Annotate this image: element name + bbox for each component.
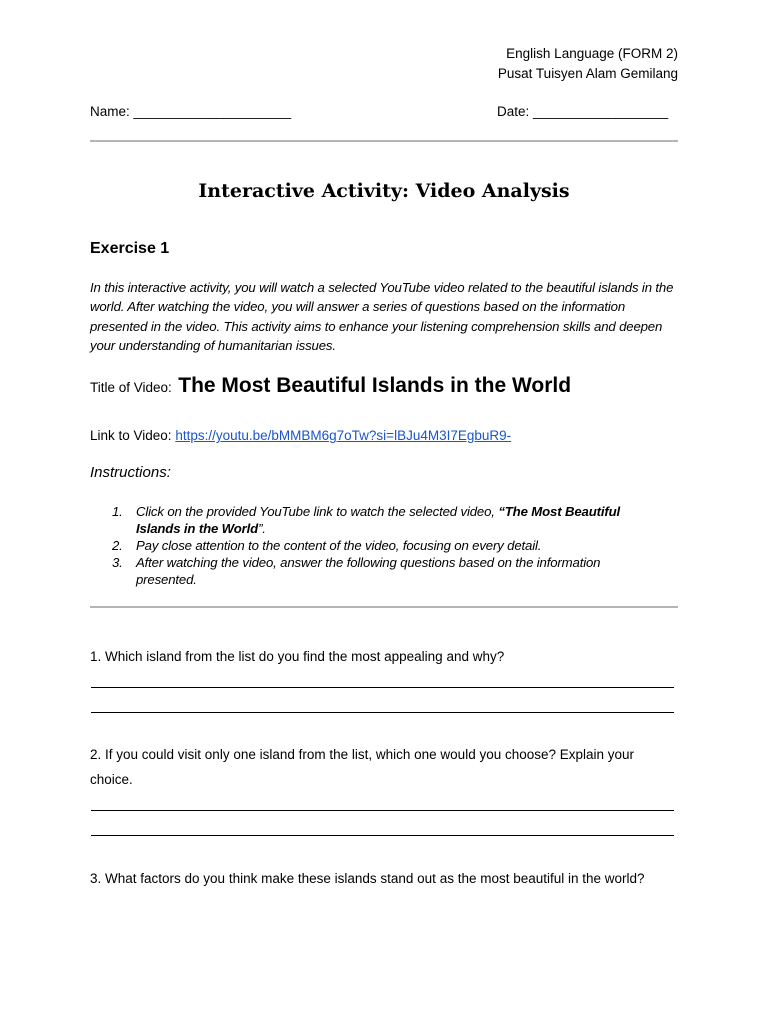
document-title: Interactive Activity: Video Analysis (198, 180, 570, 202)
instruction-item (110, 503, 650, 537)
video-title: The Most Beautiful Islands in the World (178, 374, 572, 397)
divider-top (90, 140, 678, 142)
instruction-number: 2. (112, 538, 123, 553)
question-1: 1. Which island from the list do you find the most appealing and why? (90, 649, 505, 664)
instruction-item (110, 554, 650, 588)
video-title-row (90, 374, 571, 398)
question-2: 2. If you could visit only one island from the list, which one would you choose? Explain your choice. (90, 747, 635, 787)
instruction-text: Click on the provided YouTube link to watch the selected video, (136, 504, 499, 519)
exercise-heading: Exercise 1 (90, 240, 170, 257)
instruction-text: After watching the video, answer the following questions based on the information presented. (136, 555, 601, 587)
divider-middle (90, 606, 678, 608)
answer-line[interactable] (91, 810, 674, 811)
date-field[interactable]: Date: __________________ (497, 104, 669, 119)
instruction-item (110, 537, 650, 554)
instruction-number: 1. (112, 504, 123, 519)
question-3: 3. What factors do you think make these islands stand out as the most beautiful in the world? (90, 871, 645, 886)
answer-line[interactable] (91, 687, 674, 688)
video-title-label: Title of Video: (90, 380, 172, 395)
video-link[interactable]: https://youtu.be/bMMBM6g7oTw?si=lBJu4M3I7EgbuR9- (175, 428, 512, 443)
name-field[interactable]: Name: _____________________ (90, 104, 292, 119)
instruction-emphasis: “The Most Beautiful Islands in the World (136, 504, 621, 536)
answer-line[interactable] (91, 712, 674, 713)
tuition-center-name: Pusat Tuisyen Alam Gemilang (497, 66, 678, 81)
instruction-text: Pay close attention to the content of the video, focusing on every detail. (136, 538, 542, 553)
answer-line[interactable] (91, 835, 674, 836)
instructions-heading: Instructions: (90, 464, 171, 481)
intro-paragraph: In this interactive activity, you will watch a selected YouTube video related to the beautiful islands in the world. After watching the video, you will answer a series of questions based on the information presented in the video. This activity aims to enhance your listening comprehension skills and deepen your understanding of humanitarian issues. (90, 280, 674, 353)
instruction-number: 3. (112, 555, 123, 570)
instruction-text-end: ”. (258, 521, 266, 536)
course-name: English Language (FORM 2) (506, 46, 678, 61)
video-link-row (90, 426, 511, 446)
video-link-label: Link to Video: (90, 428, 172, 443)
instruction-list (110, 503, 650, 588)
